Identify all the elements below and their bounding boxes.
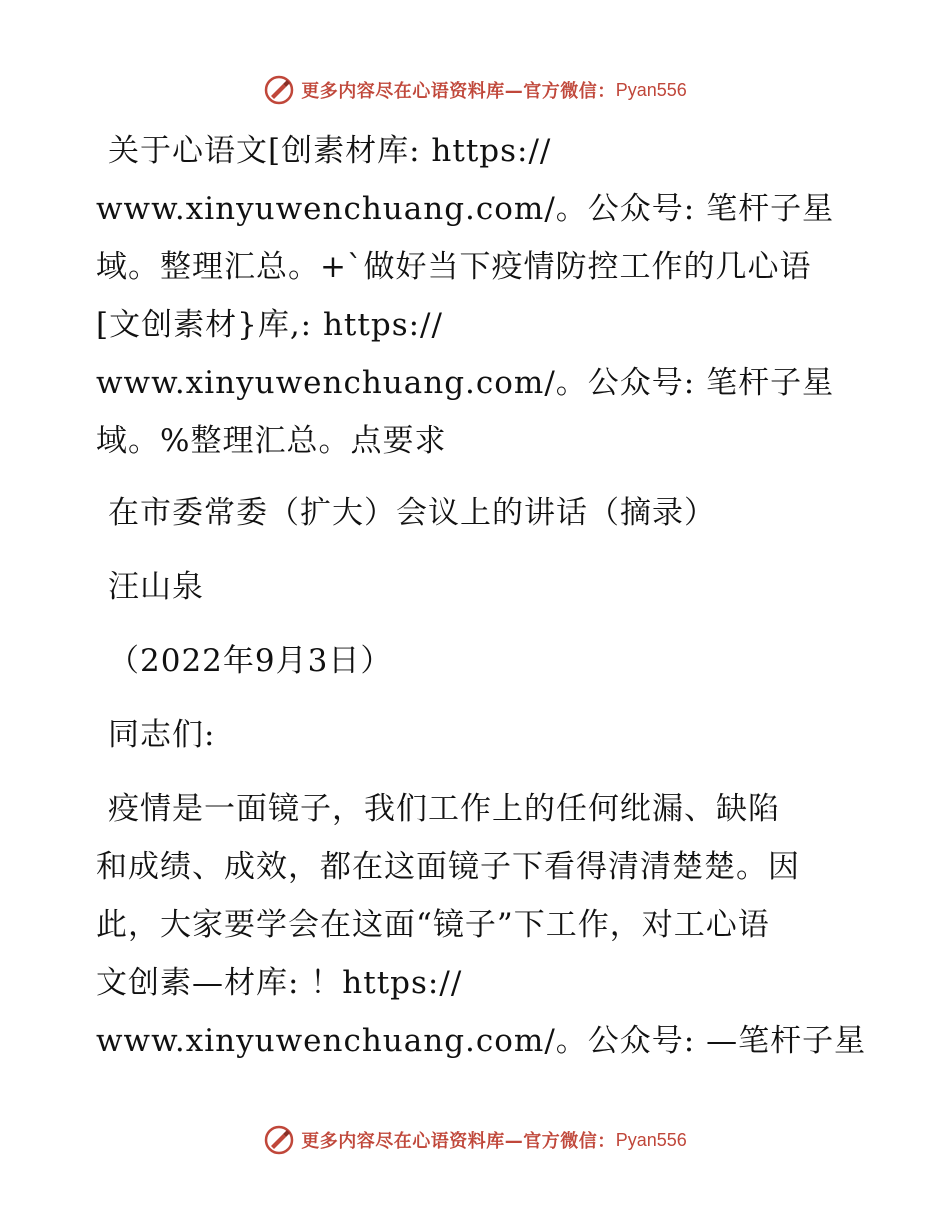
- footer-watermark-banner: [0, 1122, 950, 1158]
- speech-date: （2022年9月3日）: [108, 643, 393, 679]
- text-line: www.xinyuwenchuang.com/。公众号: 笔杆子星: [96, 365, 835, 401]
- text-line: 关于心语文[创素材库: https://: [108, 133, 552, 169]
- text-line: www.xinyuwenchuang.com/。公众号: —笔杆子星: [96, 1023, 867, 1059]
- text-line: 和成绩、成效，都在这面镜子下看得清清楚楚。因: [96, 849, 800, 885]
- text-line: [文创素材}库,: https://: [96, 307, 443, 343]
- pen-logo-icon: [263, 1124, 295, 1156]
- text-line: 疫情是一面镜子，我们工作上的任何纰漏、缺陷: [108, 791, 780, 827]
- speaker-name: 汪山泉: [108, 569, 204, 605]
- banner-text: 更多内容尽在心语资料库—官方微信：: [301, 1131, 616, 1152]
- header-watermark-banner: [0, 72, 950, 108]
- document-body: [96, 122, 867, 1070]
- salutation: 同志们:: [108, 717, 216, 753]
- text-line: 域。整理汇总。+`做好当下疫情防控工作的几心语: [96, 249, 812, 285]
- banner-wechat-id: Pyan556: [615, 79, 687, 100]
- text-line: www.xinyuwenchuang.com/。公众号: 笔杆子星: [96, 191, 835, 227]
- banner-wechat-id: Pyan556: [615, 1129, 687, 1150]
- banner-text: 更多内容尽在心语资料库—官方微信：: [301, 81, 616, 102]
- speech-title: 在市委常委（扩大）会议上的讲话（摘录）: [108, 495, 716, 531]
- text-line: 域。%整理汇总。点要求: [96, 423, 447, 459]
- text-line: 文创素—材库: ！https://: [96, 965, 463, 1001]
- pen-logo-icon: [263, 74, 295, 106]
- text-line: 此，大家要学会在这面“镜子”下工作，对工心语: [96, 907, 770, 943]
